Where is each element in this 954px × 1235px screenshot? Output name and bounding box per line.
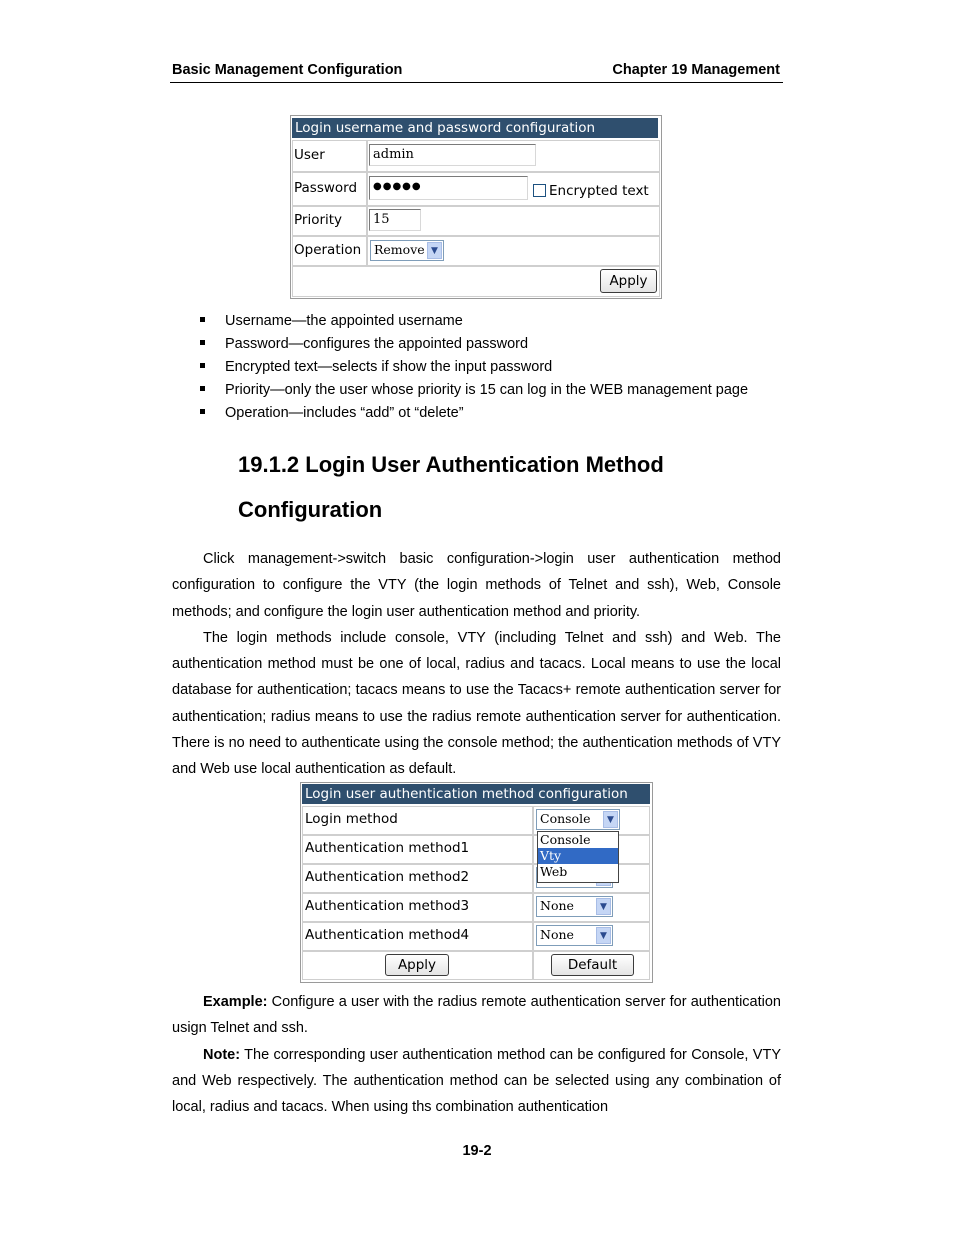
auth-method3-select[interactable] [536,896,613,917]
list-item-text: Operation—includes “add” ot “delete” [225,405,464,421]
encrypted-text-checkbox[interactable] [533,184,546,197]
chevron-down-icon[interactable]: ▼ [427,242,442,259]
field-description-list [200,311,748,426]
list-item [200,334,748,357]
form2-default-button[interactable]: Default [551,954,634,976]
auth-method1-label: Authentication method1 [305,840,470,856]
list-item-text: Priority—only the user whose priority is 15 can log in the WEB management page [225,382,749,398]
paragraph-example [172,989,781,1042]
priority-label: Priority [294,212,343,228]
password-input[interactable]: ●●●●● [369,176,528,200]
dropdown-option-vty[interactable]: Vty [538,848,618,864]
password-label: Password [294,180,358,196]
list-item [200,311,748,334]
chevron-down-icon[interactable]: ▼ [596,927,611,944]
example-text: Configure a user with the radius remote authentication server for authentication usign Telnet and ssh. [172,994,781,1037]
auth-method2-label: Authentication method2 [305,869,470,885]
bullet-square-icon [200,409,205,414]
running-header-right: Chapter 19 Management [612,62,780,78]
list-item-text: Password—configures the appointed password [225,336,529,352]
bullet-square-icon [200,363,205,368]
note-text: The corresponding user authentication method can be configured for Console, VTY and Web respectively. The authentication method can be selected using any combination of local, radius and tacacs. When using ths combination authentication [172,1046,781,1116]
example-label: Example: [203,994,268,1010]
login-method-label: Login method [305,811,398,827]
page-number: 19-2 [462,1143,492,1159]
list-item-text: Encrypted text—selects if show the input password [225,359,553,375]
login-method-select[interactable] [536,809,620,830]
dropdown-option-console[interactable]: Console [540,832,591,847]
user-label: User [294,147,325,163]
chevron-down-icon[interactable]: ▼ [603,811,618,828]
form2-title: Login user authentication method configuration [302,784,650,804]
login-method-select-value: Console [540,811,591,826]
auth-method4-select-value: None [540,927,574,942]
auth-method3-select-value: None [540,898,574,913]
login-method-dropdown-list [537,831,619,883]
bullet-square-icon [200,340,205,345]
dropdown-option-web[interactable]: Web [540,864,568,879]
body-text-bottom [172,989,781,1120]
user-input[interactable]: admin [369,144,536,166]
note-label: Note: [203,1046,241,1063]
bullet-square-icon [200,317,205,322]
header-rule [170,82,783,83]
auth-method4-label: Authentication method4 [305,927,470,943]
encrypted-text-label: Encrypted text [549,183,649,199]
paragraph-note [172,1042,781,1121]
paragraph-navigation: Click management->switch basic configuration->login user authentication method configuration to configure the VTY (the login methods of Telnet and ssh), Web, Console methods; and configure the login user authentication method and priority. [172,551,781,620]
list-item [200,357,748,380]
form1-title: Login username and password configuration [292,118,658,138]
list-item-text: Username—the appointed username [225,313,463,329]
section-heading-line2: Configuration [238,497,383,522]
list-item [200,403,748,426]
list-item [200,380,748,403]
operation-select[interactable] [370,240,444,261]
priority-input[interactable]: 15 [369,209,421,231]
auth-method3-label: Authentication method3 [305,898,470,914]
auth-method4-select[interactable] [536,925,613,946]
section-heading-line1: 19.1.2 Login User Authentication Method [238,452,664,477]
paragraph-login-methods: The login methods include console, VTY (including Telnet and ssh) and Web. The authentication method must be one of local, radius and tacacs. Local means to use the local database for authentication; tacacs means to use the Tacacs+ remote authentication server for authentication; radius means to use the radius remote authentication server for authentication. There is no need to authenticate using the console method; the authentication methods of VTY and Web use local authentication as default. [172,629,781,778]
bullet-square-icon [200,386,205,391]
operation-label: Operation [294,242,362,258]
operation-select-value: Remove [374,242,425,257]
form1-apply-button[interactable]: Apply [600,269,657,293]
form2-apply-button[interactable]: Apply [385,954,449,976]
running-header-left: Basic Management Configuration [172,62,403,78]
chevron-down-icon[interactable]: ▼ [596,898,611,915]
body-text-top [172,546,781,783]
